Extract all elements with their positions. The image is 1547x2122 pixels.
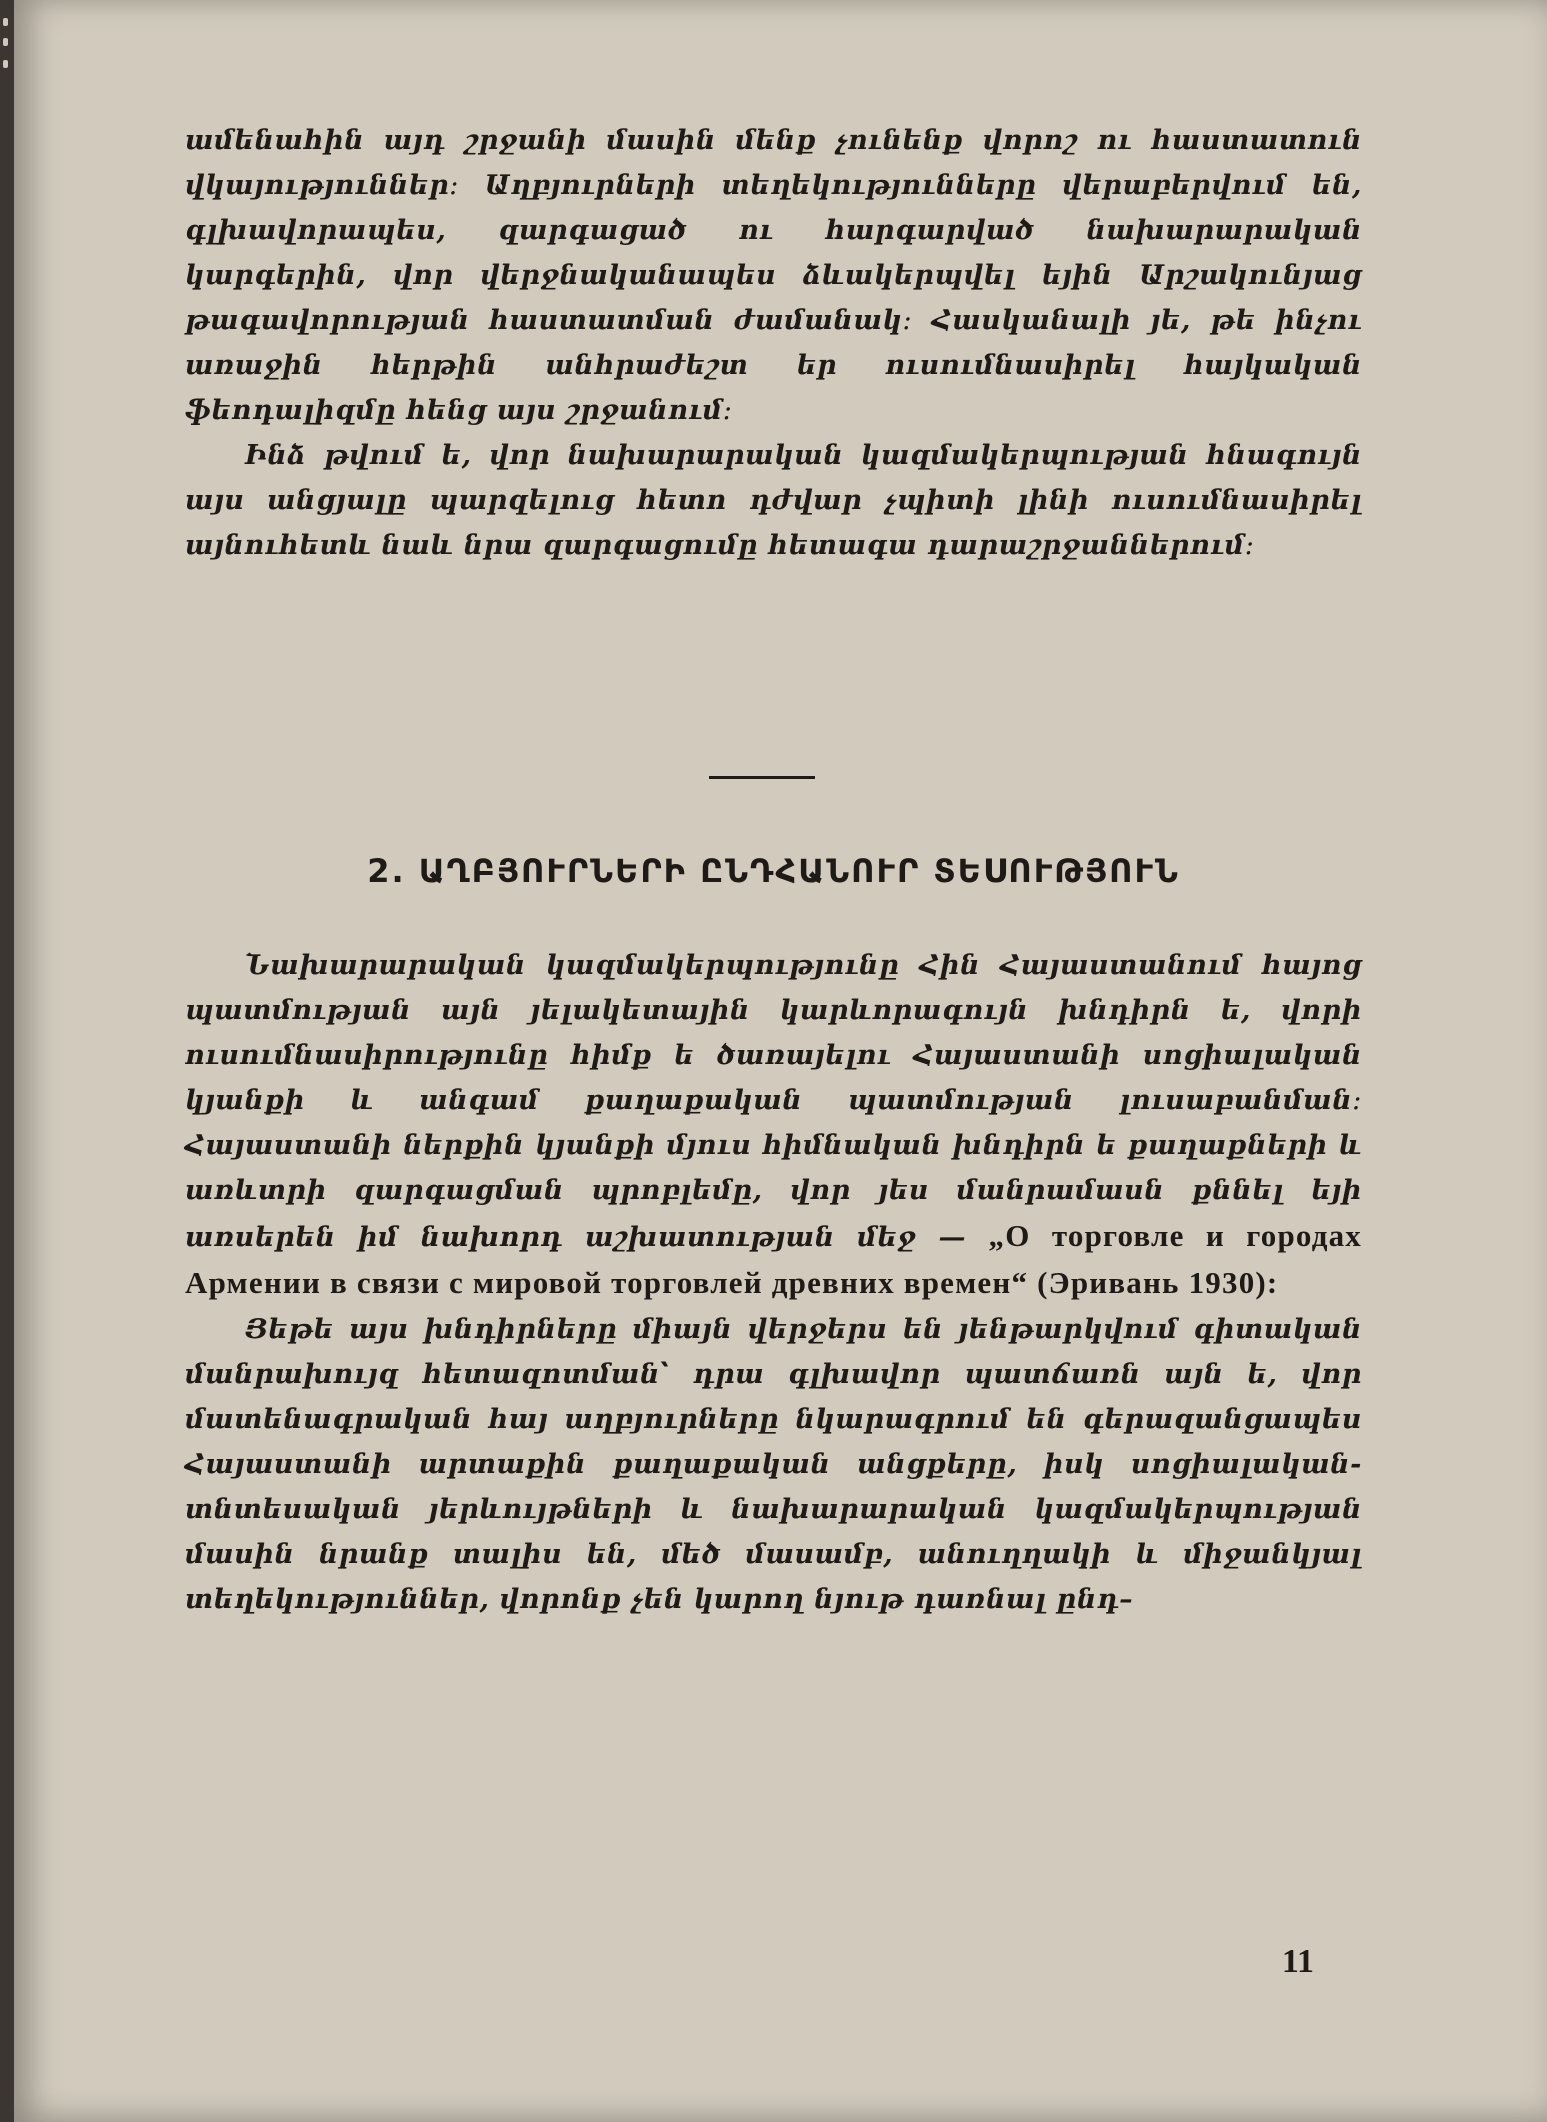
- paragraph-sources: Յեթե այս խնդիրները միայն վերջերս են յենթարկվում գիտական մանրախույզ հետազոտման՝ դրա գլխավոր պատճառն այն ե, վոր մատենագրական հայ աղբյուրները նկարագրում են գերազանցապես Հայաստանի արտաքին քաղաքական անցքերը, իսկ սոցիալական-տնտեսական յերևույթների և նախարարական կազմակերպության մասին նրանք տալիս են, մեծ մասամբ, անուղղակի և միջանկյալ տեղեկություններ, վորոնք չեն կարող նյութ դառնալ ընդ–: [185, 1314, 1362, 1615]
- book-page: [14, 0, 1547, 2122]
- binding-mark: [3, 18, 8, 26]
- paragraph-intro-end: :: [1266, 1265, 1279, 1300]
- paragraph-intro: [185, 943, 1362, 1307]
- paragraph-intro-armenian: Նախարարական կազմակերպությունը Հին Հայաստանում հայոց պատմության այն յելակետային կարևորագույն խնդիրն ե, վորի ուսումնասիրությունը հիմք ե ծառայելու Հայաստանի սոցիալական կյանքի և անգամ քաղաքական պատմության լուսաբանման։ Հայաստանի ներքին կյանքի մյուս հիմնական խնդիրն ե քաղաքների և առևտրի զարգացման պրոբլեմը, վոր յես մանրամասն քննել եյի առսերեն իմ նախորդ աշխատության մեջ —: [185, 950, 1362, 1253]
- binding-mark: [3, 60, 8, 68]
- russian-book-title: „О торговле и городах Армении в связи с мировой торговлей древних времен“ (Эривань 1930): [185, 1218, 1363, 1300]
- section-body: [185, 943, 1362, 1622]
- opening-text: [185, 118, 1362, 568]
- paragraph-conclusion: Ինձ թվում ե, վոր նախարարական կազմակերպության հնագույն այս անցյալը պարզելուց հետո դժվար չպիտի լինի ուսումնասիրել այնուհետև նաև նրա զարգացումը հետագա դարաշրջաններում։: [185, 440, 1362, 561]
- section-divider: [709, 776, 815, 779]
- section-heading: 2. ԱՂԲՅՈՒՐՆԵՐԻ ԸՆԴՀԱՆՈՒՐ ՏԵՍՈՒԹՅՈՒՆ: [367, 852, 1180, 890]
- book-binding-edge: [0, 0, 14, 2122]
- paragraph-continued: ամենահին այդ շրջանի մասին մենք չունենք վորոշ ու հաստատուն վկայություններ։ Աղբյուրների տեղեկությունները վերաբերվում են, գլխավորապես, զարգացած ու հարգարված նախարարական կարգերին, վոր վերջնականապես ձևակերպվել եյին Արշակունյաց թագավորության հաստատման ժամանակ։ Հասկանալի յե, թե ինչու առաջին հերթին անհրաժեշտ եր ուսումնասիրել հայկական ֆեոդալիզմը հենց այս շրջանում։: [185, 125, 1362, 426]
- binding-mark: [3, 38, 8, 46]
- page-number: 11: [1281, 1943, 1314, 1980]
